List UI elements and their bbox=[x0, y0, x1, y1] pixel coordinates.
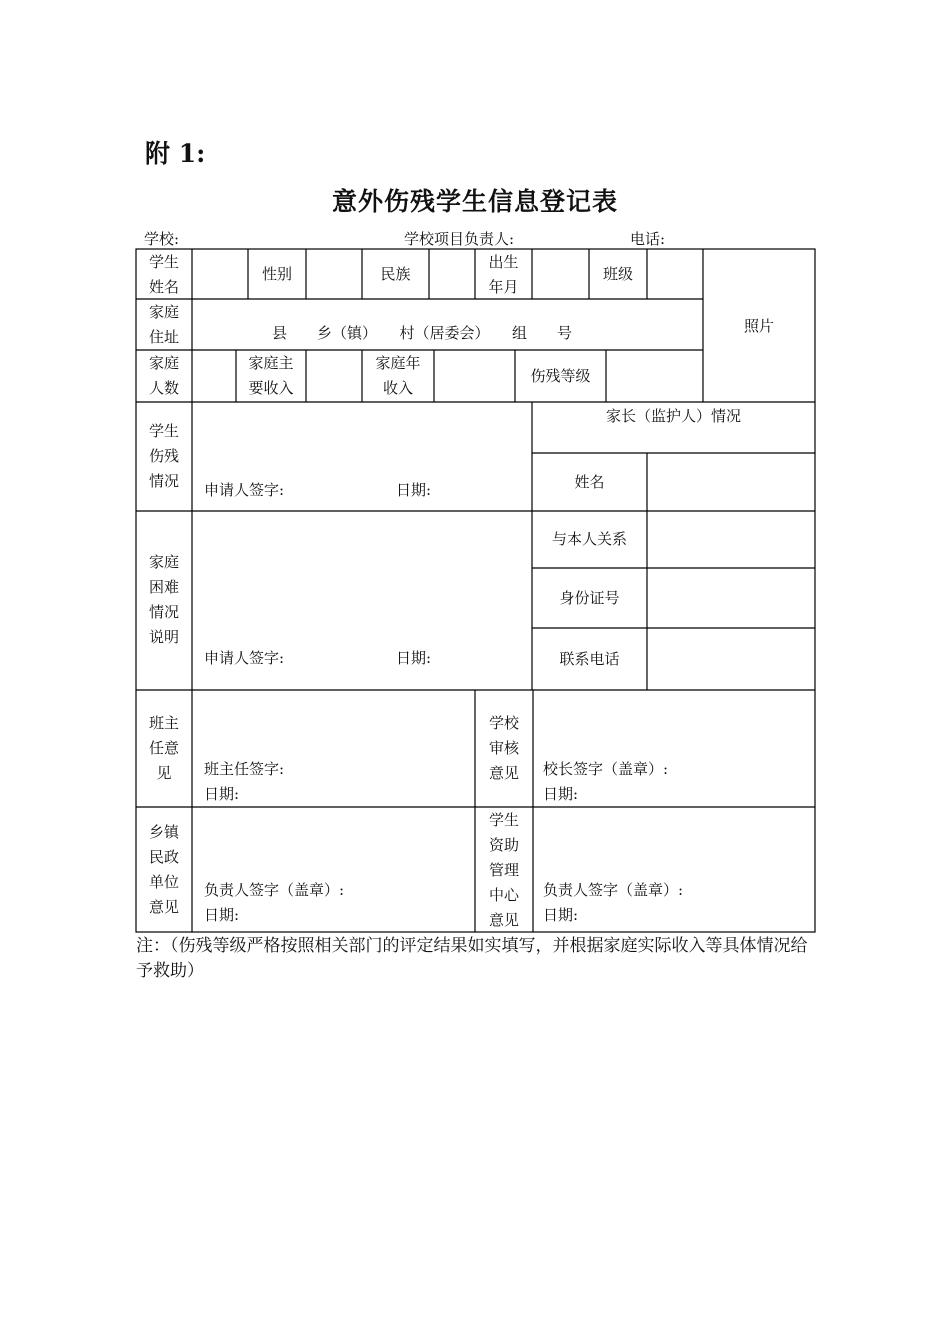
birth-date-label: 出生 年月 bbox=[488, 253, 519, 296]
form-title: 意外伤残学生信息登记表 bbox=[331, 187, 618, 216]
town-date-label: 日期: bbox=[204, 906, 240, 924]
annual-income-label: 家庭年 收入 bbox=[375, 354, 421, 397]
aid-center-opinion-label: 学生 资助 管理 中心 意见 bbox=[488, 811, 519, 929]
gender-label: 性别 bbox=[261, 265, 292, 283]
student-name-label: 学生 姓名 bbox=[148, 253, 179, 296]
guardian-phone-label: 联系电话 bbox=[559, 650, 620, 668]
main-income-label: 家庭主 要收入 bbox=[248, 354, 294, 397]
footnote: 注：（伤残等级严格按照相关部门的评定结果如实填写，并根据家庭实际收入等具体情况给予救助） bbox=[136, 936, 808, 981]
head-teacher-signature-label: 班主任签字: bbox=[204, 760, 285, 778]
school-field-label: 学校: bbox=[144, 230, 180, 248]
school-review-opinion-label: 学校 审核 意见 bbox=[488, 714, 519, 782]
address-format-line: 县 乡（镇） 村（居委会） 组 号 bbox=[272, 324, 573, 342]
head-teacher-date-label: 日期: bbox=[204, 785, 240, 803]
disability-level-label: 伤残等级 bbox=[530, 367, 591, 385]
hardship-applicant-signature-label: 申请人签字: bbox=[204, 649, 285, 667]
principal-signature-label: 校长签字（盖章）: bbox=[543, 760, 669, 778]
aid-center-signature-label: 负责人签字（盖章）: bbox=[543, 881, 684, 899]
guardian-relation-label: 与本人关系 bbox=[551, 530, 627, 548]
injury-applicant-signature-label: 申请人签字: bbox=[204, 481, 285, 499]
guardian-name-label: 姓名 bbox=[574, 473, 605, 491]
injury-date-label: 日期: bbox=[396, 481, 432, 499]
class-label: 班级 bbox=[602, 265, 633, 283]
home-address-label: 家庭 住址 bbox=[148, 303, 179, 346]
household-size-label: 家庭 人数 bbox=[148, 354, 179, 397]
project-leader-field-label: 学校项目负责人: bbox=[404, 230, 515, 248]
town-signature-label: 负责人签字（盖章）: bbox=[204, 881, 345, 899]
attachment-label: 附 1: bbox=[145, 139, 206, 168]
principal-date-label: 日期: bbox=[543, 785, 579, 803]
head-teacher-opinion-label: 班主 任意 见 bbox=[148, 714, 179, 782]
aid-center-date-label: 日期: bbox=[543, 906, 579, 924]
town-civil-affairs-opinion-label: 乡镇 民政 单位 意见 bbox=[148, 823, 179, 916]
photo-label: 照片 bbox=[743, 317, 774, 335]
injury-condition-label: 学生 伤残 情况 bbox=[148, 422, 179, 490]
ethnicity-label: 民族 bbox=[380, 265, 411, 283]
hardship-date-label: 日期: bbox=[396, 649, 432, 667]
phone-field-label: 电话: bbox=[630, 230, 666, 248]
guardian-id-number-label: 身份证号 bbox=[559, 589, 620, 607]
hardship-description-label: 家庭 困难 情况 说明 bbox=[148, 553, 179, 646]
guardian-heading: 家长（监护人）情况 bbox=[605, 407, 741, 425]
